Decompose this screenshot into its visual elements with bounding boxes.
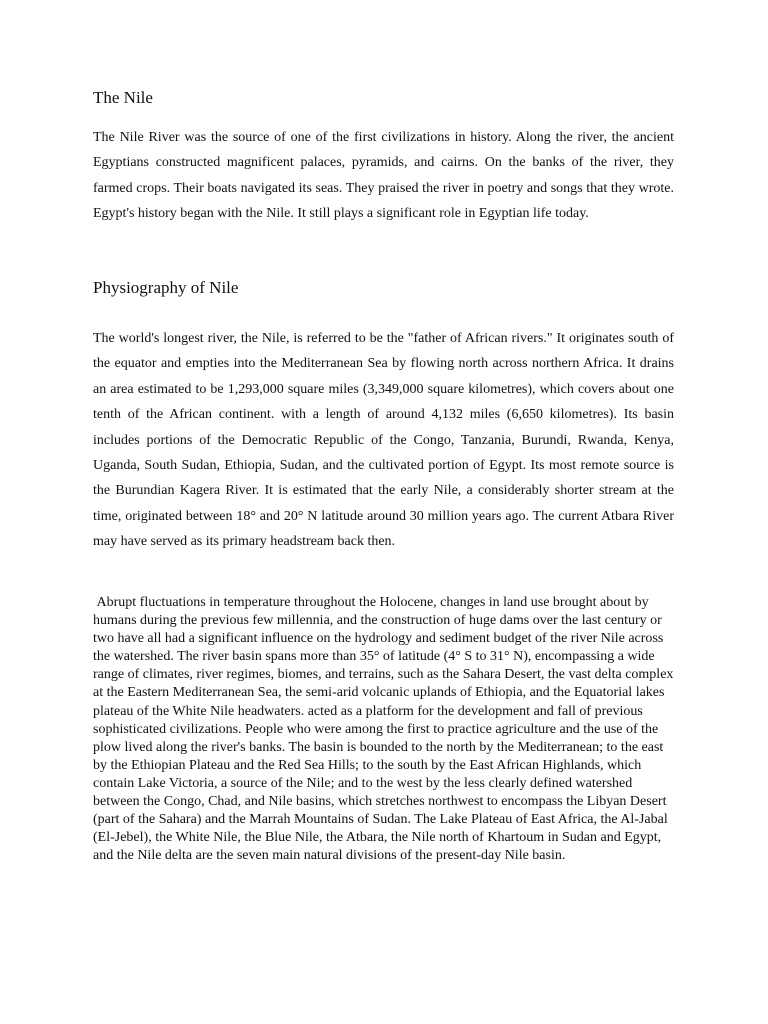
paragraph-nile-intro: The Nile River was the source of one of the first civilizations in history. Along the river, the ancient Egyptians constructed magnificent palaces, pyramids, and cairns. On the banks of the river, they farmed crops. Their boats navigated its seas. They praised the river in poetry and songs that they wrote. Egypt's history began with the Nile. It still plays a significant role in Egyptian life today. (93, 130, 674, 222)
paragraph-physiography-overview: The world's longest river, the Nile, is referred to be the "father of African rivers." It originates south of the equator and empties into the Mediterranean Sea by flowing north across northern Africa. It drains an area estimated to be 1,293,000 square miles (3,349,000 square kilometres), which covers about one tenth of the African continent. with a length of around 4,132 miles (6,650 kilometres). Its basin includes portions of the Democratic Republic of the Congo, Tanzania, Burundi, Rwanda, Kenya, Uganda, South Sudan, Ethiopia, Sudan, and the cultivated portion of Egypt. Its most remote source is the Burundian Kagera River. It is estimated that the early Nile, a considerably shorter stream at the time, originated between 18° and 20° N latitude around 30 million years ago. The current Atbara River may have served as its primary headstream back then. (93, 331, 674, 550)
section-heading-the-nile: The Nile (93, 88, 153, 107)
section-heading-physiography: Physiography of Nile (93, 278, 239, 297)
paragraph-physiography-holocene: Abrupt fluctuations in temperature throughout the Holocene, changes in land use brought about by humans during the previous few millennia, and the construction of huge dams over the last century or two have all had a significant influence on the hydrology and sediment budget of the river Nile across the watershed. The river basin spans more than 35° of latitude (4° S to 31° N), encompassing a wide range of climates, river regimes, biomes, and terrains, such as the Sahara Desert, the vast delta complex at the Eastern Mediterranean Sea, the semi-arid volcanic uplands of Ethiopia, and the Equatorial lakes plateau of the White Nile headwaters. acted as a platform for the development and fall of previous sophisticated civilizations. People who were among the first to practice agriculture and the use of the plow lived along the river's banks. The basin is bounded to the north by the Mediterranean; to the east by the Ethiopian Plateau and the Red Sea Hills; to the south by the East African Highlands, which contain Lake Victoria, a source of the Nile; and to the west by the less clearly defined watershed between the Congo, Chad, and Nile basins, which stretches northwest to encompass the Libyan Desert (part of the Sahara) and the Marrah Mountains of Sudan. The Lake Plateau of East Africa, the Al-Jabal (El-Jebel), the White Nile, the Blue Nile, the Atbara, the Nile north of Khartoum in Sudan and Egypt, and the Nile delta are the seven main natural divisions of the present-day Nile basin. (93, 595, 677, 864)
